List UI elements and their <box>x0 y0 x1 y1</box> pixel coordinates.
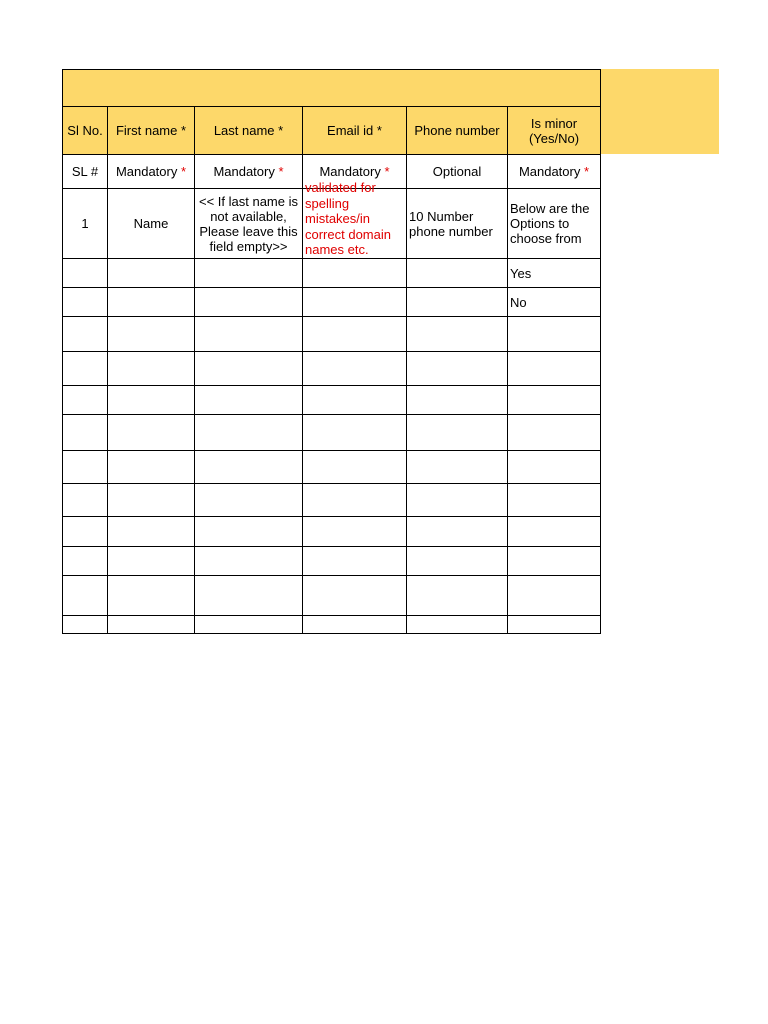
table-cell[interactable] <box>108 517 195 547</box>
table-cell[interactable] <box>508 415 601 451</box>
table-cell[interactable] <box>303 517 407 547</box>
req-first-name[interactable] <box>108 155 195 189</box>
table-cell[interactable] <box>108 259 195 288</box>
table-cell[interactable] <box>508 547 601 576</box>
table-cell[interactable] <box>407 517 508 547</box>
table-cell[interactable] <box>407 259 508 288</box>
header-phone-number[interactable]: Phone number <box>407 107 508 155</box>
table-cell[interactable] <box>508 484 601 517</box>
table-cell[interactable] <box>63 451 108 484</box>
table-cell[interactable] <box>508 616 601 634</box>
table-cell[interactable] <box>508 576 601 616</box>
title-row <box>63 70 601 107</box>
table-cell[interactable] <box>407 576 508 616</box>
table-cell[interactable] <box>195 616 303 634</box>
table-cell[interactable] <box>303 547 407 576</box>
table-cell[interactable] <box>63 259 108 288</box>
example-email-text: validated for spelling mistakes/in correct domain names etc. <box>305 180 391 257</box>
table-cell[interactable] <box>108 415 195 451</box>
table-cell[interactable] <box>63 576 108 616</box>
table-cell[interactable] <box>407 484 508 517</box>
table-cell[interactable] <box>108 576 195 616</box>
table-cell[interactable] <box>407 386 508 415</box>
table-cell[interactable] <box>195 547 303 576</box>
table-cell[interactable] <box>63 317 108 352</box>
header-sl-no[interactable]: Sl No. <box>63 107 108 155</box>
table-cell[interactable] <box>303 317 407 352</box>
minor-option-yes[interactable]: Yes <box>508 259 601 288</box>
table-cell[interactable] <box>63 547 108 576</box>
table-cell[interactable] <box>63 386 108 415</box>
table-cell[interactable] <box>508 352 601 386</box>
table-row <box>63 259 601 288</box>
example-sl[interactable]: 1 <box>63 189 108 259</box>
required-star: * <box>583 164 590 179</box>
req-first-name-text: Mandatory <box>115 164 178 179</box>
sheet-title[interactable] <box>63 70 601 107</box>
table-cell[interactable] <box>303 451 407 484</box>
required-star: * <box>384 164 390 179</box>
req-last-name[interactable] <box>195 155 303 189</box>
table-row <box>63 451 601 484</box>
table-row <box>63 352 601 386</box>
example-is-minor[interactable]: Below are the Options to choose from <box>508 189 601 259</box>
table-cell[interactable] <box>303 288 407 317</box>
table-cell[interactable] <box>407 547 508 576</box>
table-cell[interactable] <box>108 352 195 386</box>
table-cell[interactable] <box>108 288 195 317</box>
table-cell[interactable] <box>108 451 195 484</box>
table-cell[interactable] <box>108 484 195 517</box>
example-phone[interactable]: 10 Number phone number <box>407 189 508 259</box>
table-cell[interactable] <box>63 352 108 386</box>
table-cell[interactable] <box>195 451 303 484</box>
table-row <box>63 415 601 451</box>
table-row <box>63 547 601 576</box>
table-cell[interactable] <box>303 259 407 288</box>
example-last-name[interactable]: << If last name is not available, Please leave this field empty>> <box>195 189 303 259</box>
req-phone[interactable]: Optional <box>407 155 508 189</box>
required-star: * <box>278 164 284 179</box>
table-cell[interactable] <box>195 259 303 288</box>
table-cell[interactable] <box>195 484 303 517</box>
table-cell[interactable] <box>407 317 508 352</box>
table-row <box>63 616 601 634</box>
table-cell[interactable] <box>63 484 108 517</box>
table-cell[interactable] <box>303 386 407 415</box>
table-cell[interactable] <box>63 517 108 547</box>
table-cell[interactable] <box>195 386 303 415</box>
table-cell[interactable] <box>407 415 508 451</box>
table-row <box>63 288 601 317</box>
data-entry-table <box>62 69 601 634</box>
table-cell[interactable] <box>195 317 303 352</box>
table-cell[interactable] <box>508 451 601 484</box>
table-cell[interactable] <box>508 386 601 415</box>
table-cell[interactable] <box>303 616 407 634</box>
table-cell[interactable] <box>407 352 508 386</box>
req-is-minor[interactable] <box>508 155 601 189</box>
table-cell[interactable] <box>195 517 303 547</box>
header-first-name[interactable]: First name * <box>108 107 195 155</box>
table-cell[interactable] <box>407 451 508 484</box>
table-row <box>63 317 601 352</box>
table-cell[interactable] <box>508 317 601 352</box>
table-cell[interactable] <box>108 547 195 576</box>
req-last-name-text: Mandatory <box>213 164 275 179</box>
table-cell[interactable] <box>108 317 195 352</box>
table-cell[interactable] <box>303 576 407 616</box>
req-email-text: Mandatory <box>319 164 381 179</box>
table-row <box>63 576 601 616</box>
required-star: * <box>180 164 187 179</box>
table-cell[interactable] <box>63 288 108 317</box>
minor-option-no[interactable]: No <box>508 288 601 317</box>
example-row <box>63 189 601 259</box>
header-last-name[interactable]: Last name * <box>195 107 303 155</box>
table-cell[interactable] <box>63 415 108 451</box>
table-row <box>63 517 601 547</box>
header-row <box>63 107 601 155</box>
table-cell[interactable] <box>303 415 407 451</box>
table-cell[interactable] <box>63 616 108 634</box>
table-cell[interactable] <box>108 616 195 634</box>
table-cell[interactable] <box>508 517 601 547</box>
table-cell[interactable] <box>195 415 303 451</box>
table-cell[interactable] <box>108 386 195 415</box>
example-first-name[interactable]: Name <box>108 189 195 259</box>
table-cell[interactable] <box>303 352 407 386</box>
header-is-minor[interactable]: Is minor (Yes/No) <box>508 107 601 155</box>
example-email[interactable] <box>303 180 407 259</box>
table-cell[interactable] <box>407 616 508 634</box>
table-row <box>63 484 601 517</box>
table-cell[interactable] <box>195 576 303 616</box>
req-sl[interactable]: SL # <box>63 155 108 189</box>
req-is-minor-text: Mandatory <box>518 164 581 179</box>
table-cell[interactable] <box>195 352 303 386</box>
table-cell[interactable] <box>195 288 303 317</box>
table-cell[interactable] <box>303 484 407 517</box>
header-email-id[interactable]: Email id * <box>303 107 407 155</box>
table-row <box>63 386 601 415</box>
table-cell[interactable] <box>407 288 508 317</box>
